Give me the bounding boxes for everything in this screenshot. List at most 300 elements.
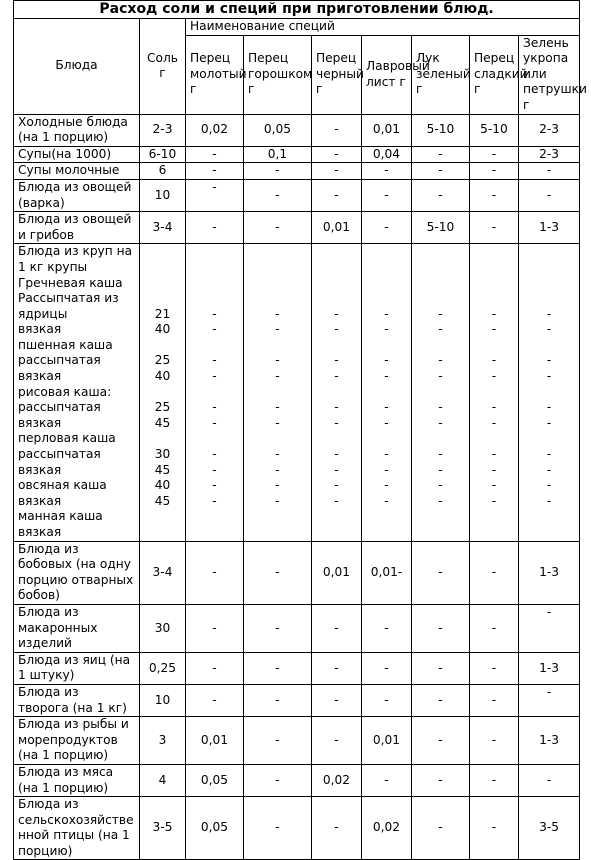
- value-line: [523, 244, 575, 260]
- value-cell-peppercorn: [244, 652, 312, 684]
- value-line: -: [491, 400, 497, 415]
- value-line: -: [491, 146, 497, 161]
- value-line: 21: [154, 306, 171, 321]
- value-line: 3: [158, 732, 167, 747]
- value-line: [416, 338, 465, 354]
- value-cell-bay-leaf: [362, 764, 412, 796]
- dish-name-line: рассыпчатая: [18, 447, 101, 462]
- value-line: -: [438, 353, 443, 368]
- value-cell-green-onion: [412, 764, 470, 796]
- value-line: -: [438, 564, 443, 579]
- value-line: [190, 525, 239, 541]
- dish-name-line: Супы молочные: [18, 163, 120, 178]
- value-cell-peppercorn: [244, 541, 312, 604]
- header-dishes: Блюда: [14, 19, 140, 115]
- value-line: -: [334, 306, 339, 321]
- value-line: [523, 701, 575, 717]
- value-line: -: [438, 660, 443, 675]
- value-line: -: [491, 447, 497, 462]
- value-line: -: [546, 369, 552, 384]
- value-line: [474, 276, 514, 292]
- value-line: -: [491, 732, 497, 747]
- value-line: [474, 525, 514, 541]
- value-cell-salt: [140, 212, 186, 244]
- value-cell-salt: [140, 717, 186, 765]
- table-body: [14, 0, 587, 860]
- value-cell-peppercorn: [244, 163, 312, 180]
- value-line: [248, 244, 307, 260]
- table-row: [14, 114, 580, 146]
- value-line: -: [384, 187, 389, 202]
- value-line: 45: [154, 493, 171, 508]
- value-cell-sweet-pepper: [470, 179, 519, 211]
- dish-name-line: морепродуктов: [18, 732, 118, 747]
- value-line: [416, 291, 465, 307]
- dish-name-line: порцию отварных: [18, 572, 134, 587]
- header-spice-black-pepper: Перец черный г: [312, 35, 362, 114]
- value-line: 0,02: [322, 772, 351, 787]
- value-line: 0,05: [200, 772, 229, 787]
- value-line: [248, 509, 307, 525]
- value-cell-sweet-pepper: [470, 212, 519, 244]
- value-line: [474, 509, 514, 525]
- value-line: -: [334, 462, 339, 477]
- value-line: -: [275, 306, 280, 321]
- value-cell-bay-leaf: [362, 146, 412, 163]
- value-cell-black-pepper: [312, 717, 362, 765]
- value-cell-black-pepper: [312, 114, 362, 146]
- value-cell-black-pepper: [312, 244, 362, 541]
- value-cell-green-onion: [412, 244, 470, 541]
- value-line: [474, 385, 514, 401]
- value-line: -: [212, 415, 217, 430]
- value-line: 40: [154, 322, 171, 337]
- dish-name-line: Супы(на 1000): [18, 146, 112, 161]
- value-cell-bay-leaf: [362, 717, 412, 765]
- value-line: -: [491, 493, 497, 508]
- value-line: [316, 525, 357, 541]
- value-line: [144, 431, 181, 447]
- value-line: 5-10: [426, 219, 455, 234]
- dish-name-line: Блюда из: [18, 797, 79, 812]
- dish-name-line: овсяная каша: [18, 478, 107, 493]
- value-cell-sweet-pepper: [470, 797, 519, 860]
- value-line: -: [384, 400, 389, 415]
- value-cell-peppercorn: [244, 797, 312, 860]
- value-line: 1-3: [539, 660, 560, 675]
- dish-name-cell: [14, 541, 140, 604]
- value-line: -: [491, 187, 497, 202]
- value-cell-black-pepper: [312, 541, 362, 604]
- value-cell-salt: [140, 146, 186, 163]
- value-cell-salt: [140, 604, 186, 652]
- value-line: 6: [158, 163, 167, 178]
- value-cell-dill-parsley: [519, 652, 580, 684]
- value-line: 2-3: [539, 146, 560, 161]
- value-cell-bay-leaf: [362, 541, 412, 604]
- value-line: 3-4: [152, 219, 173, 234]
- value-line: [190, 244, 239, 260]
- dish-name-cell: [14, 114, 140, 146]
- value-line: -: [334, 447, 339, 462]
- value-line: 25: [154, 353, 171, 368]
- dish-name-line: макаронных: [18, 620, 98, 635]
- dish-name-cell: [14, 652, 140, 684]
- value-line: [190, 291, 239, 307]
- value-cell-green-onion: [412, 212, 470, 244]
- value-cell-green-onion: [412, 684, 470, 716]
- value-cell-bay-leaf: [362, 604, 412, 652]
- value-line: 25: [154, 400, 171, 415]
- value-line: [366, 525, 407, 541]
- value-cell-peppercorn: [244, 212, 312, 244]
- value-line: -: [212, 146, 217, 161]
- value-line: 10: [154, 187, 171, 202]
- header-spice-green-onion: Лук зеленый г: [412, 35, 470, 114]
- dish-name-cell: [14, 146, 140, 163]
- value-line: -: [438, 692, 443, 707]
- dish-name-line: 1 штуку): [18, 668, 75, 683]
- header-spices-group: Наименование специй: [186, 19, 580, 36]
- dish-name-line: Холодные блюда: [18, 114, 128, 129]
- value-line: 0,05: [263, 122, 292, 137]
- table-row: [14, 179, 580, 211]
- value-cell-dill-parsley: [519, 797, 580, 860]
- value-line: -: [334, 493, 339, 508]
- value-line: [523, 636, 575, 652]
- dish-name-line: вязкая: [18, 369, 62, 384]
- value-cell-sweet-pepper: [470, 764, 519, 796]
- value-line: [144, 291, 181, 307]
- value-cell-black-pepper: [312, 764, 362, 796]
- dish-name-cell: [14, 244, 140, 541]
- value-line: -: [546, 478, 552, 493]
- value-line: -: [275, 820, 280, 835]
- value-line: -: [275, 772, 280, 787]
- value-line: [316, 338, 357, 354]
- header-spice-dill-parsley: Зелень укропа или петрушки г: [519, 35, 580, 114]
- value-cell-ground-pepper: [186, 163, 244, 180]
- value-line: -: [334, 187, 339, 202]
- value-line: [523, 291, 575, 307]
- value-line: [366, 260, 407, 276]
- value-line: 3-5: [539, 820, 560, 835]
- value-line: -: [275, 163, 280, 178]
- value-line: [474, 431, 514, 447]
- value-line: [316, 244, 357, 260]
- value-line: -: [275, 692, 280, 707]
- value-line: -: [334, 146, 339, 161]
- table-row: [14, 797, 580, 860]
- value-line: -: [384, 219, 389, 234]
- dish-name-line: Блюда из круп на: [18, 244, 133, 259]
- value-cell-ground-pepper: [186, 684, 244, 716]
- value-line: 2-3: [539, 122, 560, 137]
- value-line: -: [438, 187, 443, 202]
- value-line: -: [491, 306, 497, 321]
- value-line: -: [438, 369, 443, 384]
- value-line: 30: [154, 447, 171, 462]
- value-line: -: [384, 322, 389, 337]
- value-cell-bay-leaf: [362, 163, 412, 180]
- dish-name-line: Блюда из рыбы и: [18, 717, 129, 732]
- value-line: -: [212, 322, 217, 337]
- value-line: [316, 276, 357, 292]
- value-line: [366, 431, 407, 447]
- value-cell-salt: [140, 244, 186, 541]
- value-cell-salt: [140, 764, 186, 796]
- value-line: -: [212, 353, 217, 368]
- value-line: [366, 244, 407, 260]
- value-line: 0,02: [372, 820, 401, 835]
- value-line: 0,25: [148, 660, 177, 675]
- value-line: -: [384, 772, 389, 787]
- value-line: -: [334, 353, 339, 368]
- value-line: [248, 385, 307, 401]
- value-line: [366, 509, 407, 525]
- dish-name-line: вязкая: [18, 462, 62, 477]
- value-line: 4: [158, 772, 167, 787]
- value-line: 0,01: [200, 732, 229, 747]
- value-cell-peppercorn: [244, 684, 312, 716]
- value-line: 0,02: [200, 122, 229, 137]
- value-cell-dill-parsley: [519, 244, 580, 541]
- value-line: [248, 291, 307, 307]
- dish-name-cell: [14, 797, 140, 860]
- header-row-group: [14, 19, 580, 36]
- dish-name-line: порцию): [18, 843, 73, 858]
- value-line: [366, 276, 407, 292]
- value-cell-ground-pepper: [186, 604, 244, 652]
- dish-name-line: рисовая каша:: [18, 384, 112, 399]
- value-cell-bay-leaf: [362, 684, 412, 716]
- value-line: -: [491, 692, 497, 707]
- value-cell-bay-leaf: [362, 797, 412, 860]
- value-cell-sweet-pepper: [470, 652, 519, 684]
- dish-name-line: Рассыпчатая из: [18, 291, 119, 306]
- value-line: [316, 260, 357, 276]
- value-cell-bay-leaf: [362, 114, 412, 146]
- value-line: -: [438, 820, 443, 835]
- value-line: -: [212, 620, 217, 635]
- value-cell-green-onion: [412, 604, 470, 652]
- value-line: -: [334, 400, 339, 415]
- value-line: -: [212, 447, 217, 462]
- value-cell-peppercorn: [244, 604, 312, 652]
- spice-consumption-table: [13, 0, 587, 860]
- value-line: [248, 276, 307, 292]
- value-line: -: [438, 478, 443, 493]
- value-line: [523, 338, 575, 354]
- value-line: -: [212, 400, 217, 415]
- value-line: -: [491, 322, 497, 337]
- value-line: -: [438, 306, 443, 321]
- value-cell-dill-parsley: [519, 764, 580, 796]
- value-line: 45: [154, 462, 171, 477]
- value-cell-salt: [140, 652, 186, 684]
- value-cell-ground-pepper: [186, 541, 244, 604]
- value-line: [144, 260, 181, 276]
- value-line: -: [438, 322, 443, 337]
- value-line: -: [384, 415, 389, 430]
- value-line: -: [275, 660, 280, 675]
- value-line: [416, 509, 465, 525]
- value-line: 5-10: [480, 122, 508, 137]
- value-line: -: [212, 462, 217, 477]
- value-line: 10: [154, 692, 171, 707]
- value-cell-black-pepper: [312, 604, 362, 652]
- value-line: -: [491, 620, 497, 635]
- value-cell-green-onion: [412, 114, 470, 146]
- value-line: -: [334, 692, 339, 707]
- value-line: -: [275, 369, 280, 384]
- value-cell-green-onion: [412, 541, 470, 604]
- value-cell-bay-leaf: [362, 212, 412, 244]
- value-line: -: [212, 179, 217, 194]
- value-line: -: [546, 772, 552, 787]
- value-line: [144, 244, 181, 260]
- value-line: -: [546, 163, 552, 178]
- value-line: -: [491, 772, 497, 787]
- value-line: -: [275, 620, 280, 635]
- value-line: -: [546, 462, 552, 477]
- dish-name-line: и грибов: [18, 227, 75, 242]
- value-cell-peppercorn: [244, 146, 312, 163]
- value-cell-ground-pepper: [186, 244, 244, 541]
- value-line: [366, 338, 407, 354]
- value-cell-peppercorn: [244, 764, 312, 796]
- value-line: [416, 260, 465, 276]
- value-cell-sweet-pepper: [470, 717, 519, 765]
- dish-name-line: 1 кг крупы: [18, 259, 88, 274]
- dish-name-line: изделий: [18, 636, 72, 651]
- value-line: -: [275, 478, 280, 493]
- value-line: [523, 260, 575, 276]
- value-line: [474, 338, 514, 354]
- value-line: [190, 196, 239, 212]
- value-line: [190, 338, 239, 354]
- value-line: [316, 509, 357, 525]
- value-line: -: [334, 322, 339, 337]
- value-line: [144, 509, 181, 525]
- value-cell-green-onion: [412, 179, 470, 211]
- value-cell-black-pepper: [312, 163, 362, 180]
- value-cell-black-pepper: [312, 212, 362, 244]
- value-line: -: [334, 478, 339, 493]
- value-cell-sweet-pepper: [470, 604, 519, 652]
- value-cell-dill-parsley: [519, 212, 580, 244]
- value-line: -: [491, 660, 497, 675]
- value-line: -: [546, 604, 552, 619]
- dish-name-line: Блюда из яиц (на: [18, 652, 131, 667]
- value-line: -: [491, 462, 497, 477]
- dish-name-line: вязкая: [18, 322, 62, 337]
- value-cell-bay-leaf: [362, 179, 412, 211]
- value-cell-salt: [140, 541, 186, 604]
- value-line: -: [334, 732, 339, 747]
- value-line: [474, 291, 514, 307]
- value-cell-green-onion: [412, 146, 470, 163]
- dish-name-line: (на 1 порцию): [18, 748, 109, 763]
- value-line: [523, 621, 575, 637]
- dish-name-line: Блюда из мяса: [18, 764, 114, 779]
- value-line: [523, 525, 575, 541]
- value-line: [190, 260, 239, 276]
- value-line: [316, 291, 357, 307]
- value-line: -: [384, 163, 389, 178]
- value-line: [416, 385, 465, 401]
- value-line: -: [438, 462, 443, 477]
- value-line: -: [384, 447, 389, 462]
- value-cell-black-pepper: [312, 684, 362, 716]
- value-cell-bay-leaf: [362, 652, 412, 684]
- dish-name-cell: [14, 764, 140, 796]
- value-line: -: [384, 369, 389, 384]
- value-line: 1-3: [539, 564, 560, 579]
- value-line: -: [438, 415, 443, 430]
- value-line: -: [546, 400, 552, 415]
- value-line: -: [275, 564, 280, 579]
- value-cell-black-pepper: [312, 652, 362, 684]
- value-cell-ground-pepper: [186, 212, 244, 244]
- value-cell-black-pepper: [312, 146, 362, 163]
- value-line: [248, 525, 307, 541]
- dish-name-line: Блюда из овощей: [18, 212, 132, 227]
- dish-name-line: (варка): [18, 195, 65, 210]
- value-line: [523, 385, 575, 401]
- value-line: -: [438, 163, 443, 178]
- value-line: -: [212, 163, 217, 178]
- value-line: [190, 431, 239, 447]
- value-line: -: [275, 353, 280, 368]
- value-cell-green-onion: [412, 652, 470, 684]
- dish-name-line: перловая каша: [18, 431, 116, 446]
- value-line: -: [275, 400, 280, 415]
- value-line: -: [546, 493, 552, 508]
- value-line: 2-3: [152, 122, 173, 137]
- value-line: -: [438, 400, 443, 415]
- value-line: 0,1: [267, 146, 288, 161]
- value-line: [416, 276, 465, 292]
- value-line: -: [546, 447, 552, 462]
- table-row: [14, 163, 580, 180]
- dish-name-line: манная каша: [18, 509, 103, 524]
- value-line: 0,01-: [370, 564, 403, 579]
- table-row: [14, 212, 580, 244]
- value-line: -: [334, 163, 339, 178]
- value-line: -: [212, 692, 217, 707]
- dish-name-line: вязкая: [18, 415, 62, 430]
- dish-name-line: бобовых (на одну: [18, 557, 131, 572]
- value-cell-ground-pepper: [186, 797, 244, 860]
- table-row: [14, 684, 580, 716]
- value-line: -: [334, 660, 339, 675]
- value-line: -: [546, 187, 552, 202]
- dish-name-cell: [14, 684, 140, 716]
- value-line: -: [491, 415, 497, 430]
- value-cell-green-onion: [412, 163, 470, 180]
- dish-name-line: Гречневая каша: [18, 275, 123, 290]
- value-cell-ground-pepper: [186, 179, 244, 211]
- value-line: -: [212, 564, 217, 579]
- value-line: [248, 338, 307, 354]
- value-cell-dill-parsley: [519, 179, 580, 211]
- value-line: -: [334, 620, 339, 635]
- value-cell-ground-pepper: [186, 114, 244, 146]
- value-line: -: [384, 478, 389, 493]
- table-row: [14, 146, 580, 163]
- value-line: -: [438, 620, 443, 635]
